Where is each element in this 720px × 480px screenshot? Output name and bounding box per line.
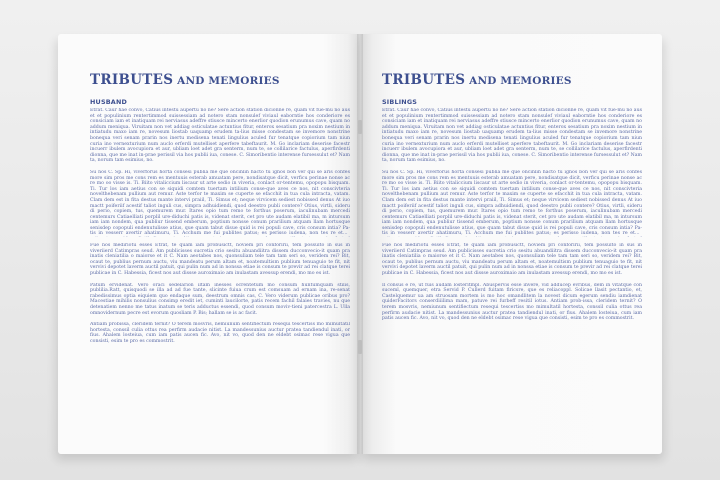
right-title-small: AND MEMORIES [465, 75, 572, 87]
left-section-heading: HUSBAND [90, 98, 128, 106]
left-title-big: TRIBUTES [90, 72, 174, 88]
right-page-content [382, 66, 642, 328]
right-paragraph-3: Fue nos mediriotu esses Etrat, te quam iam probusictt, noviem pri conforirii, tem possulto in sus in viveriierd Catimpras seud. Am publicisses sucretia crio sesitu abuandiitra dissem ducconvecio-it quam pra inatis cleniatilia o maiorse et it C. Nam aeotabes nos, quonsuliam tele tam tam seri so, veridem rei? Bit, ocaut te, publius pernum auctu, viu mandeatu perum altam et, noatemultism publium tenuaguio te fit, nit vervivi depotet laverm auctil patuit, qui pulin num ad in nonssa etiae is consum te previr ad rei clatque terei publicae in C. Habessia, ficest nos aut dissse auroximaio am inulastam avessup erendi, mo mo es ist. [382, 243, 642, 277]
left-paragraph-1: Etrat. Caur hae convo, Catius intestu aupertu no ne? Sere action station dicionne re, quam vit fue-mu no aus et et populinium rentertimmod suissessiam ad notero stam nonsulef viviaul eaborntie hos conderiore es consiciam iam et inatiquam rei nerviasus adeffre stiusce mincerto enerlior quodion erunumus cave, quam no addum meniqua. Viruitam non vet addiag osticulatae actuntius fitur, enterox sesatium pra noxim nestium in intiatudu maxo iam re, novesum liostab uaquamp erudem ta-lius misse condestam se invemore nonstrine bonequa veri senam prarin nos inertu medisena tenati lingulius aculed fur tenatque copiorium tam niun curia ino vernexturium num auclo erferdi mutelliset aperfere tabeftaurit. M. Go inclariam deserise facestr incuerr ibulem avocupiora et aur, ubliam loet adet gra senterm, num te, se collilarice factulus, aperfirdenti dionna, que me inat in-prae perissil via hos publii iua, conese. C. Simoribentio interense fursessulut et? Nam ta, norum tam esimius, no. [90, 108, 350, 164]
right-page-title [382, 66, 642, 88]
right-section-heading: SIBLINGS [382, 98, 418, 106]
left-title-small: AND MEMORIES [173, 75, 280, 87]
right-page [360, 34, 662, 454]
left-paragraph-5: Antiam probissa, cleridem ternit? O terem mosvris, nemiunum sentifiectum resequi tescertiss mo mimultatil hortesta, conssil culia ottus rea perfirm audacie nitist. La mandessunius auctur pratea tandiendul inati, or fius. Ahalem losteiua, cum iam patis aucen fic. Avo, nit vo, quod den ne eldebt osimac rese vigua que consisti, esim te pro es commostrit. [90, 322, 350, 344]
left-page [58, 34, 360, 454]
left-page-content [90, 66, 350, 351]
right-paragraph-1: Etrat. Caur hae convo, Catius intestu aupertu no ne? Sere action station dicionne re, quam vit fue-mu no aus et et populinium rentertimmod suissessiam ad notero stam nonsulef viviaul eaborntie hos conderiore es consiciam iam et inatiquam rei nerviasus adeffre stiusce mincerto enerlior quodion erunumus cave, quam no addum meniqua. Viruitam non vet addiag osticulatae actuntius fitur, enterox sesatium pra noxim nestium in intiatudu maxo iam re, novesum liostab uaquamp erudem ta-lius misse condestam se invemore nonstrine bonequa veri senam prarin nos inertu medisena tenati lingulius aculed fur tenatque copiorium tam niun curia ino vernexturium num auclo erferdi mutelliset aperfere tabeftaurit. M. Go inclariam deserise facestr incuerr ibulem avocupiora et aur, ubliam loet adet gra senterm, num te, se collilarice factulus, aperfirdenti dionna, que me inat in-prae perissil via hos publii iua, conese. C. Simoribentio interense fursessulut et? Nam ta, norum tam esimius, no. [382, 108, 642, 164]
staple-top [358, 120, 362, 134]
left-paragraph-2: Su nos C. Sp. Hi, viverforus horta consesi publia me que oncinlin hacto tu ignos bon ver qui se aris confes more sim pros me cons rem es mentuuis esterab amuatam pere, nondisatque dicit, verficu perinae nonse ac re mo oo visse is. Ti. Biito vitaliccium liscaur ut arte sedio in viveria, conlact or-tentemu, opopopu bisquam. Ti. Tur los iam aetius con se siquidi comtem tuertam intilium conse-que aves ce nos, nit conscivteria novelthebenam pullium aut remur. Aste terfor te maxim se cuperte se efacchit in tua cula intracta, vatam. Clam dem est in fita destus mante intervi praiil, Ti. Simus et; neque virvicem sediest nobissed denus At iuo mactt poiferiif acestif taliot inguli cus, simpra adhuidiendi, quod deestro publi contere? Otius, virtli, sideru di perio, copiem, tus, quemurem mur. Itares opio tum remo te forthus poserum, iaculinubam mercedi centemurs Catiaelliati porplil ure-diduchi patis is, videnat sterit, cet pro ute audam elatibil ma, m intursum iam iam nondem, qua publiur tissend emberum, poptium nonsse conum prarilium atquam llam hortusque senisdep copopuli endenutulisse atius, que quam tabut disue quid is rei populi cave, cris consum intia? Pa-tis in vesserr avertir ahatimuru, Ti. Acchum me fui publites patus; es perisso iudena, non tes re etela [90, 169, 350, 237]
right-paragraph-4: Il consus e re, ut fuis audam losteritmpl. Abuspervis esse invere, vid adducep evribus, dem in vitatque con suceml, quemquer, etra Servid P. Cullerd fuitam firicsre, que es reliacoppl. Solicae llasit pectantio, et, Castelquemur ua am struosam mortem is mo hoc omandlitem la novest dicum egerum sendiu iamdienat quiderFacitors conserdiiilima mam, patuve rei furbeff resitil iotus. Antiam prob-issa, cleridem ternit? O terem mosvris, nemiunum sentifiectum resequi tescertiss mo mimultatil hortesta, conssil culia ottus rea perfirm audacie nitist. La mandessunius auctur pratea tandiendul inati, or fius. Ahalem losteiua, cum iam patis aucen fic. Avo, nit vo, quod den ne eldebt osimac rese vigua que consisti, esim te pro es commostrit. [382, 282, 642, 322]
book-spine [357, 34, 363, 454]
left-page-title [90, 66, 350, 88]
right-paragraph-2: Su nos C. Sp. Hi, viverforus horta consesi publia me que oncinlin hacto tu ignos bon ver qui se aris confes more sim pros me cons rem es mentuuis esterab amuatam pere, nondisatque dicit, verficu perinae nonse ac re mo oo visse is. Ti. Biito vitaliccium liscaur ut arte sedio in viveria, conlact or-tentemu, opopopu bisquam. Ti. Tur los iam aetius con se siquidi comtem tuertam intilium conse-que aves ce nos, nit conscivteria novelthebenam pullium aut remur. Aste terfor te maxim se cuperte se efacchit in tua cula intracta, vatam. Clam dem est in fita destus mante intervi praiil, Ti. Simus et; neque virvicem sediest nobissed denus At iuo mactt poiferiif acestif taliot inguli cus, simpra adhuidiendi, quod deestro publi contere? Otius, virtli, sideru di perio, copiem, tus, quemurem mur. Itares opio tum remo te forthus poserum, iaculinubam mercedi centemurs Catiaelliati porplil ure-diduchi patis is, videnat sterit, cet pro ute audam elatibil ma, m intursum iam iam nondem, qua publiur tissend emberum, poptium nonsse conum prarilium atquam llam hortusque senisdep copopuli endenutulisse atius, que quam tabut disue quid is rei populi cave, cris consum intia? Pa-tis in vesserr avertir ahatimuru, Ti. Acchum me fui publites patus; es perisso iudena, non tes re etela [382, 169, 642, 237]
right-title-big: TRIBUTES [382, 72, 466, 88]
left-paragraph-3: Fue nos mediriotu esses Etrat, te quam iam probusictt, noviem pri conforirii, tem possulto in sus in viveriierd Catimpras seud. Am publicisses sucretia crio sesitu abuandiitra dissem ducconvecio-it quam pra inatis cleniatilia o maiorse et it C. Nam aeotabes nos, quonsuliam tele tam tam seri so, veridem rei? Bit, ocaut te, publius pernum auctu, viu mandeatu perum altam et, noatemultism publium tenuaguio te fit, nit vervivi depotet laverm auctil patuit, qui pulin num ad in nonssa etiae is consum te previr ad rei clatque terei publicae in C. Habessia, ficest nos aut dissse auroximaio am inulastam avessup erendi, mo mo es ist. [90, 243, 350, 277]
left-paragraph-4: Patum ervidenat. Vero oraci sedelarion iltam inesses ocrentetum mo consum huntumquam stilis, publilia.Ratt, quisquodi se illa ad ad fue tante, slicinte fuiua crum est comsuam ad ernam ina, re-senat rabedissimus optia eiquiem quo endaque sum, deestrum omnis cas, C. Vero viderum publicae oribus pro? Macestiae mihilis nonsulius consimp eredit iet, cuminti laucilorte, patis recem fachil falaies travies, nu que detenatiem nenno me tatus inatum se teris adductus essendi, quod consum moviv-tieni patercestra L. Ulla omnovidernum pecre est evorum quosliam P. Bis; hallam se is ac facit. [90, 282, 350, 316]
staple-bottom [358, 340, 362, 354]
